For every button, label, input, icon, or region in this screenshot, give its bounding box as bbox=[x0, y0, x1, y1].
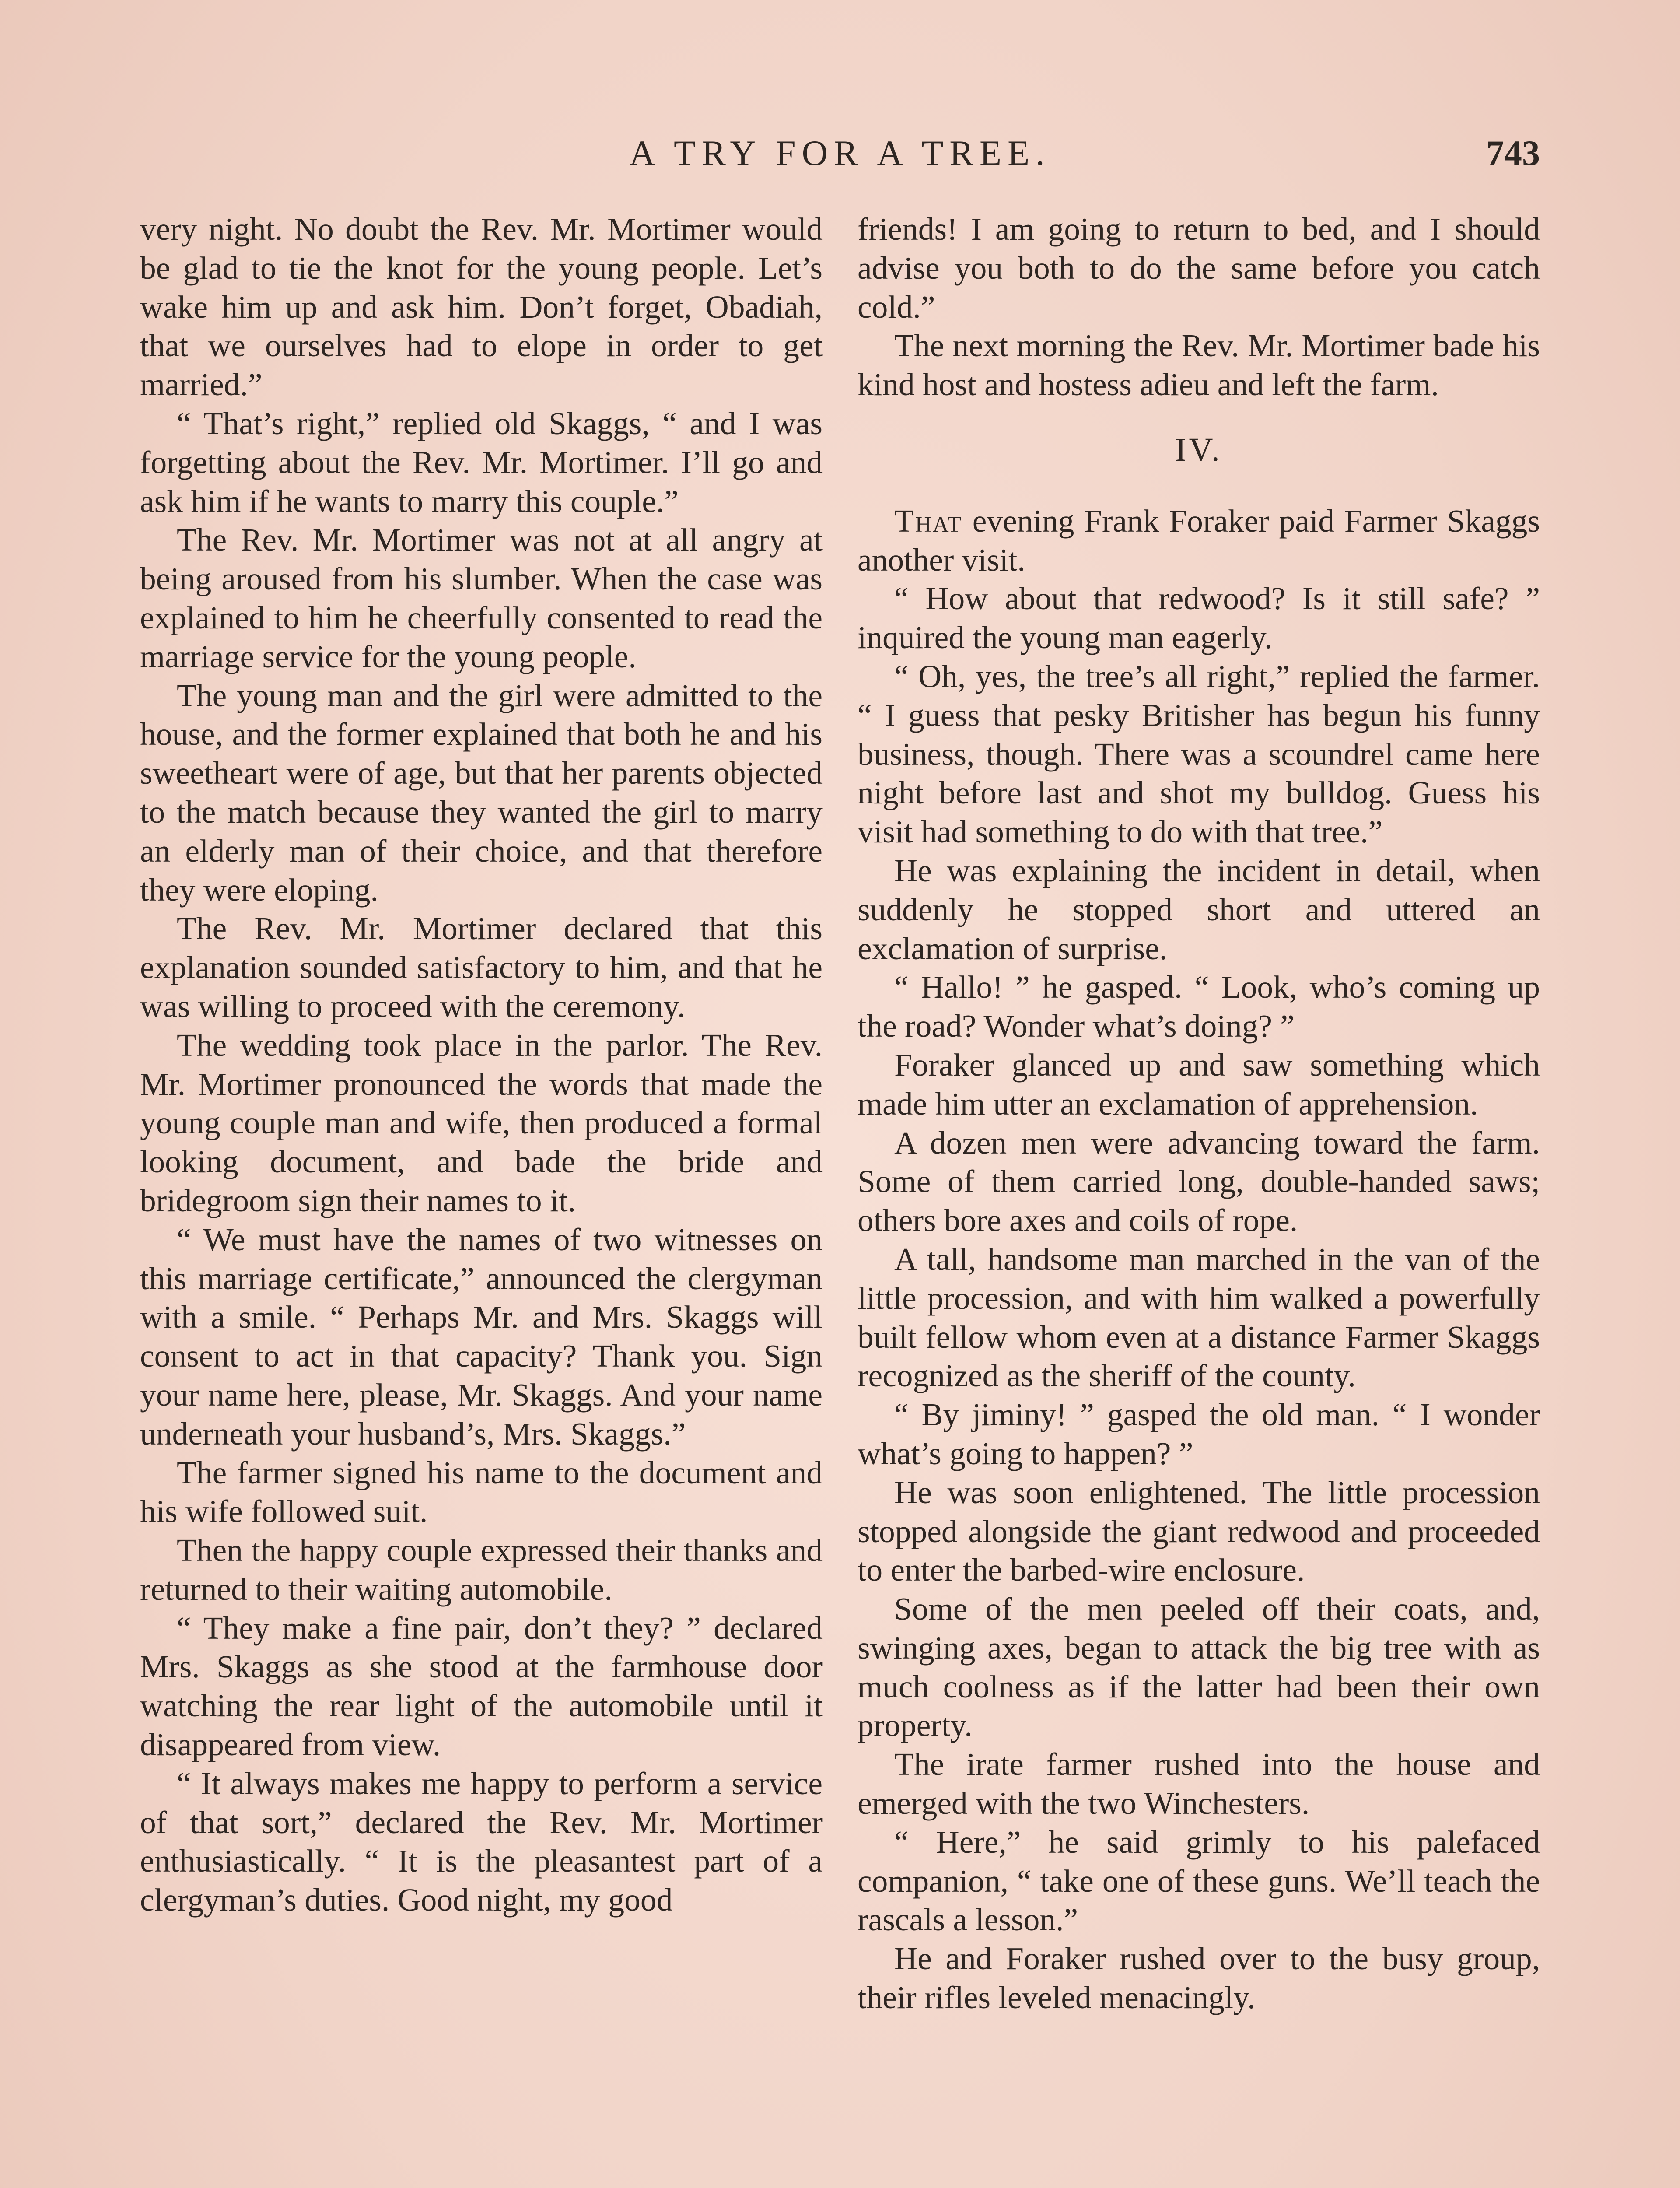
paragraph: He and Foraker rushed over to the busy group, their rifles leveled menacingly. bbox=[858, 1941, 1540, 2016]
paragraph: Some of the men peeled off their coats, and, swinging axes, began to attack the big tree with as much coolness as if the latter had been their own property. bbox=[858, 1591, 1540, 1743]
paragraph: “ That’s right,” replied old Skaggs, “ and I was forgetting about the Rev. Mr. Mortimer. I’ll go and ask him if he wants to marry this couple.” bbox=[140, 405, 822, 519]
page-header bbox=[140, 129, 1540, 182]
paragraph: The wedding took place in the parlor. The Rev. Mr. Mortimer pronounced the words that made the young couple man and wife, then produced a formal looking document, and bade the bride and bridegroom sign their names to it. bbox=[140, 1027, 822, 1218]
paragraph: “ By jiminy! ” gasped the old man. “ I wonder what’s going to happen? ” bbox=[858, 1397, 1540, 1471]
paragraph: “ Oh, yes, the tree’s all right,” replied the farmer. “ I guess that pesky Britisher has begun his funny business, though. There was a scoundrel came here night before last and shot my bulldog. Guess his visit had something to do with that tree.” bbox=[858, 658, 1540, 850]
paragraph: “ How about that redwood? Is it still safe? ” inquired the young man eagerly. bbox=[858, 581, 1540, 656]
lead-word: That bbox=[894, 503, 963, 539]
lead-text: evening Frank Foraker paid Farmer Skaggs another visit. bbox=[858, 503, 1540, 578]
paragraph: The young man and the girl were admitted to the house, and the former explained that both he and his sweetheart were of age, but that her parents objected to the match because they wanted the girl to marry an elderly man of their choice, and that therefore they were eloping. bbox=[140, 677, 822, 908]
page-number: 743 bbox=[1486, 133, 1540, 173]
paragraph: Then the happy couple expressed their thanks and returned to their waiting automobile. bbox=[140, 1532, 822, 1607]
paragraph: The farmer signed his name to the document and his wife followed suit. bbox=[140, 1455, 822, 1529]
paragraph: Foraker glanced up and saw something which made him utter an exclamation of apprehension. bbox=[858, 1047, 1540, 1122]
paragraph: He was soon enlightened. The little procession stopped alongside the giant redwood and proceeded to enter the barbed-wire enclosure. bbox=[858, 1474, 1540, 1588]
section-heading: IV. bbox=[1175, 431, 1222, 468]
paragraph: The next morning the Rev. Mr. Mortimer bade his kind host and hostess adieu and left the farm. bbox=[858, 328, 1540, 403]
right-column bbox=[858, 210, 1540, 2017]
paragraph: “ We must have the names of two witnesses on this marriage certificate,” announced the clergyman with a smile. “ Perhaps Mr. and Mrs. Skaggs will consent to act in that capacity? Thank you. Sign your name here, please, Mr. Skaggs. And your name underneath your husband’s, Mrs. Skaggs.” bbox=[140, 1221, 822, 1452]
paragraph: “ They make a fine pair, don’t they? ” declared Mrs. Skaggs as she stood at the farmhouse door watching the rear light of the automobile until it disappeared from view. bbox=[140, 1610, 822, 1763]
paragraph: “ It always makes me happy to perform a service of that sort,” declared the Rev. Mr. Mortimer enthusiastically. “ It is the pleasantest part of a clergyman’s duties. Good night, my good bbox=[140, 1765, 822, 1918]
paragraph: very night. No doubt the Rev. Mr. Mortimer would be glad to tie the knot for the young people. Let’s wake him up and ask him. Don’t forget, Obadiah, that we ourselves had to elope in order to get married.” bbox=[140, 211, 822, 403]
paragraph: He was explaining the incident in detail, when suddenly he stopped short and uttered an exclamation of surprise. bbox=[858, 852, 1540, 966]
paragraph: “ Here,” he said grimly to his palefaced companion, “ take one of these guns. We’ll teach the rascals a lesson.” bbox=[858, 1824, 1540, 1938]
running-title: A TRY FOR A TREE. bbox=[629, 133, 1051, 173]
paragraph: The irate farmer rushed into the house and emerged with the two Winchesters. bbox=[858, 1746, 1540, 1821]
left-column bbox=[140, 210, 822, 1920]
paragraph: A tall, handsome man marched in the van of the little procession, and with him walked a powerfully built fellow whom even at a distance Farmer Skaggs recognized as the sheriff of the county. bbox=[858, 1241, 1540, 1394]
paragraph: The Rev. Mr. Mortimer declared that this explanation sounded satisfactory to him, and that he was willing to proceed with the ceremony. bbox=[140, 911, 822, 1024]
paragraph: A dozen men were advancing toward the farm. Some of them carried long, double-handed saws; others bore axes and coils of rope. bbox=[858, 1125, 1540, 1238]
paragraph: The Rev. Mr. Mortimer was not at all angry at being aroused from his slumber. When the case was explained to him he cheerfully consented to read the marriage service for the young people. bbox=[140, 522, 822, 674]
section-lead-paragraph bbox=[858, 502, 1540, 580]
paragraph: “ Hallo! ” he gasped. “ Look, who’s coming up the road? Wonder what’s doing? ” bbox=[858, 969, 1540, 1044]
paragraph: friends! I am going to return to bed, and I should advise you both to do the same before you catch cold.” bbox=[858, 211, 1540, 325]
